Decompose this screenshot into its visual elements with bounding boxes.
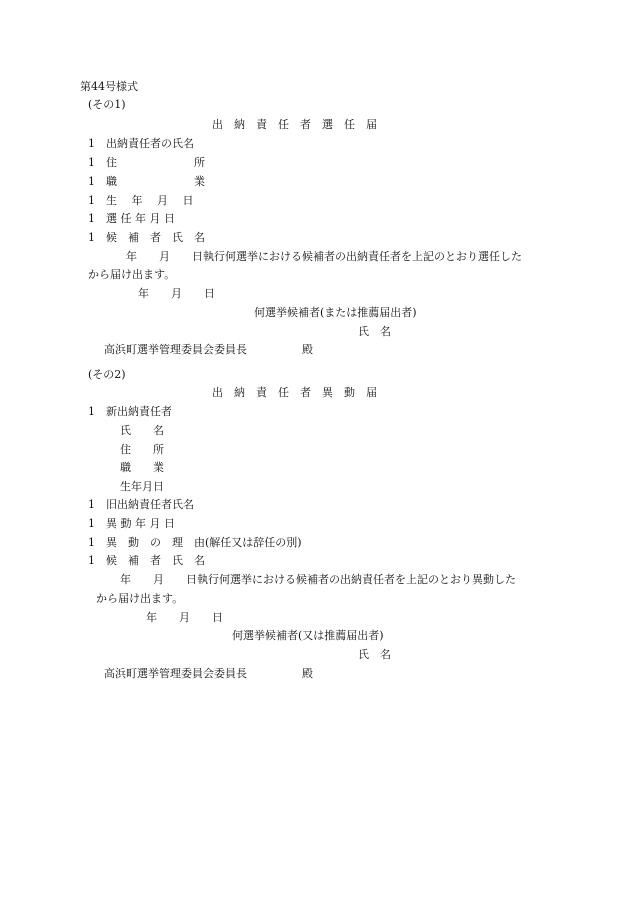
part2-label: (その2) [88, 368, 126, 381]
part2-body-line2: から届け出ます。 [96, 592, 184, 605]
part1-candidate: 何選挙候補者(または推薦届出者) [254, 306, 417, 319]
part1-name: 氏 名 [358, 325, 391, 338]
part2-subitem: 生年月日 [120, 480, 164, 493]
part1-body-line1: 年 月 日執行何選挙における候補者の出納責任者を上記のとおり選任した [126, 250, 522, 263]
part1-item: 1 出納責任者の氏名 [88, 137, 194, 150]
part1-label: (その1) [88, 98, 126, 111]
part2-candidate: 何選挙候補者(又は推薦届出者) [232, 629, 384, 642]
part2-item: 1 旧出納責任者氏名 [88, 498, 194, 511]
part1-item: 1 職 業 [88, 175, 205, 188]
part1-item: 1 候 補 者 氏 名 [88, 231, 205, 244]
part1-item: 1 生 年 月 日 [88, 194, 194, 207]
part1-date: 年 月 日 [138, 287, 215, 300]
part1-body-line2: から届け出ます。 [88, 268, 176, 281]
part2-date: 年 月 日 [146, 611, 223, 624]
part1-item: 1 選 任 年 月 日 [88, 212, 175, 225]
part2-item: 1 候 補 者 氏 名 [88, 554, 205, 567]
part2-item: 1 異 動 の 理 由(解任又は辞任の別) [88, 536, 302, 549]
form-number: 第44号様式 [80, 80, 138, 93]
part2-subitem: 住 所 [120, 443, 164, 456]
part2-name: 氏 名 [358, 648, 391, 661]
part2-subitem: 職 業 [120, 461, 164, 474]
part2-title: 出 納 責 任 者 異 動 届 [212, 386, 377, 399]
part2-item: 1 新出納責任者 [88, 405, 172, 418]
part1-title: 出 納 責 任 者 選 任 届 [212, 118, 377, 131]
part1-addressee: 高浜町選挙管理委員会委員長 殿 [104, 343, 313, 356]
part2-addressee: 高浜町選挙管理委員会委員長 殿 [104, 667, 313, 680]
part2-body-line1: 年 月 日執行何選挙における候補者の出納責任者を上記のとおり異動した [120, 573, 516, 586]
part1-item: 1 住 所 [88, 156, 205, 169]
part2-item: 1 異 動 年 月 日 [88, 517, 175, 530]
part2-subitem: 氏 名 [120, 424, 164, 437]
